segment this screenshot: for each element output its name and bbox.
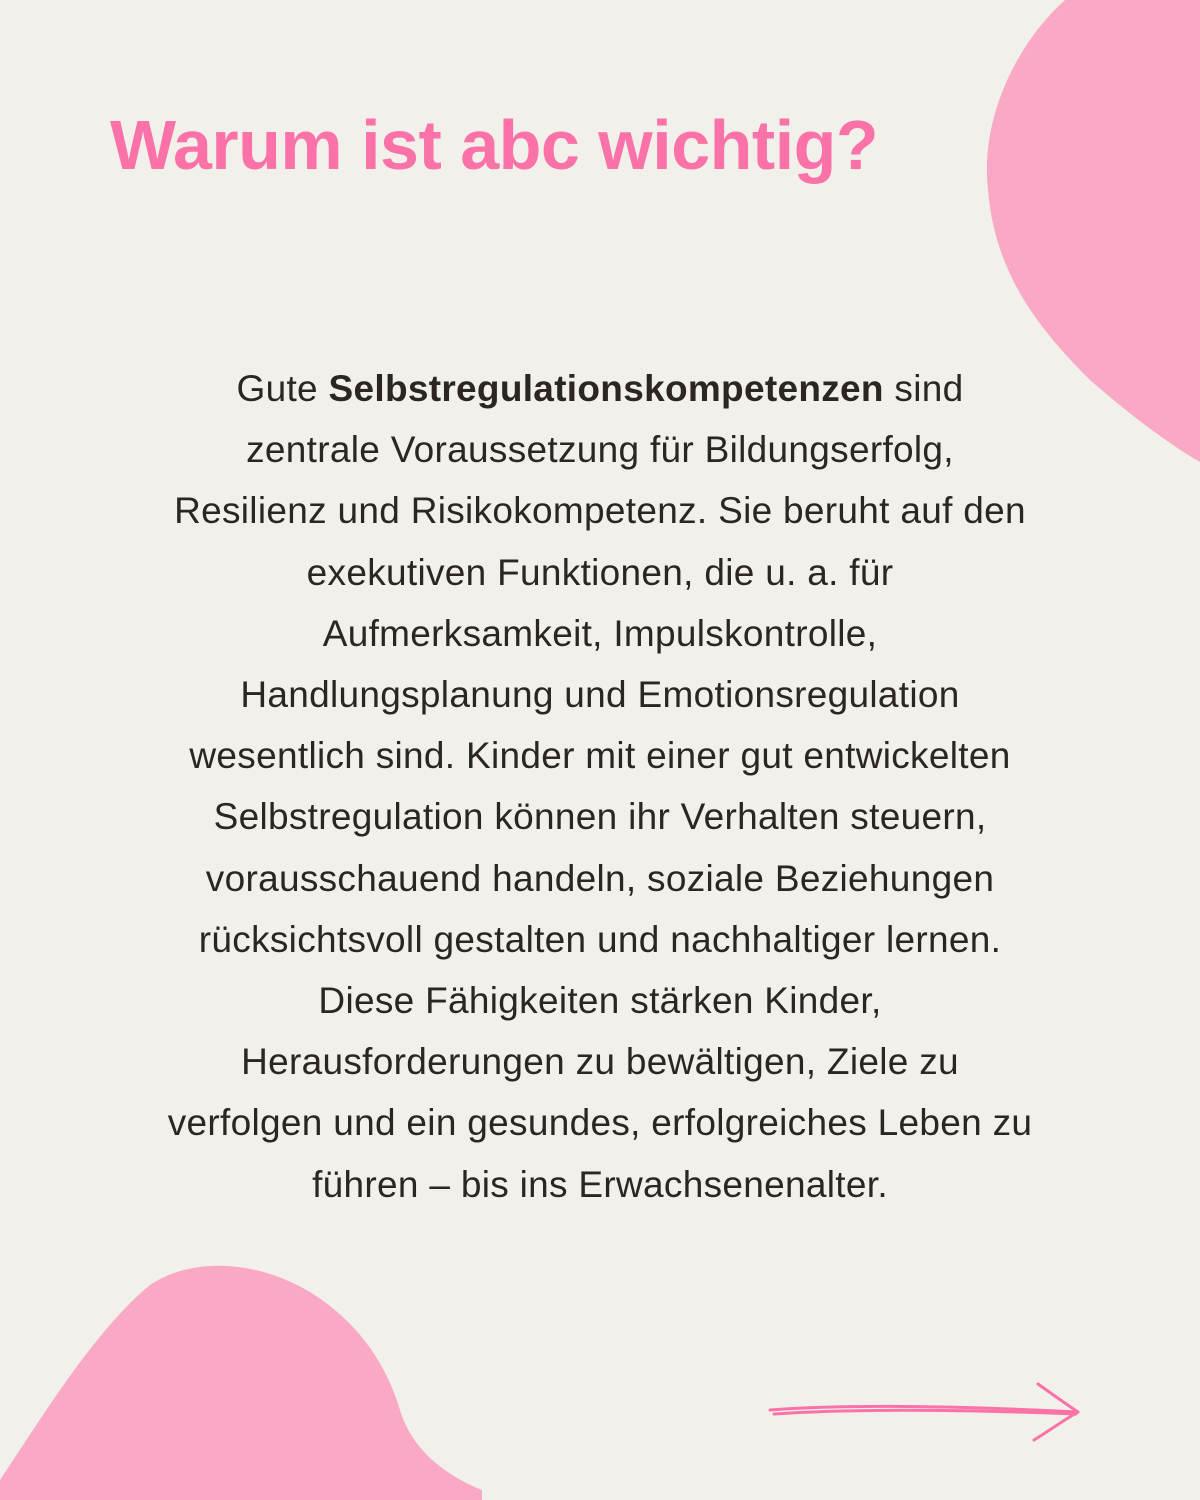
body-line-prefix: Gute: [236, 368, 329, 409]
body-bold-term: Selbstregulationskompetenzen: [328, 368, 884, 409]
body-line: Aufmerksamkeit, Impulskontrolle,: [322, 612, 878, 654]
body-line: verfolgen und ein gesundes, erfolgreiches Leben zu: [167, 1102, 1033, 1144]
body-line-suffix: sind: [883, 368, 964, 409]
body-line: wesentlich sind. Kinder mit einer gut entwickelten: [189, 735, 1011, 777]
body-line: rücksichtsvoll gestalten und nachhaltiger lernen.: [198, 918, 1002, 960]
body-line: zentrale Voraussetzung für Bildungserfolg,: [246, 429, 954, 471]
body-line: Selbstregulation können ihr Verhalten steuern,: [213, 796, 987, 838]
body-line: vorausschauend handeln, soziale Beziehungen: [205, 857, 995, 899]
body-line: [100, 358, 1100, 419]
bottom-left-blob: [0, 1266, 482, 1500]
arrow-right-icon[interactable]: [760, 1370, 1090, 1450]
page-title: Warum ist abc wichtig?: [110, 106, 879, 184]
body-line: Herausforderungen zu bewältigen, Ziele zu: [241, 1041, 959, 1083]
body-line: Diese Fähigkeiten stärken Kinder,: [318, 980, 882, 1022]
body-line: führen – bis ins Erwachsenenalter.: [312, 1163, 888, 1205]
body-line: Resilienz und Risikokompetenz. Sie beruht auf den: [174, 490, 1026, 532]
body-paragraph: [100, 358, 1100, 1215]
body-line: Handlungsplanung und Emotionsregulation: [240, 674, 960, 716]
body-line: exekutiven Funktionen, die u. a. für: [306, 551, 894, 593]
